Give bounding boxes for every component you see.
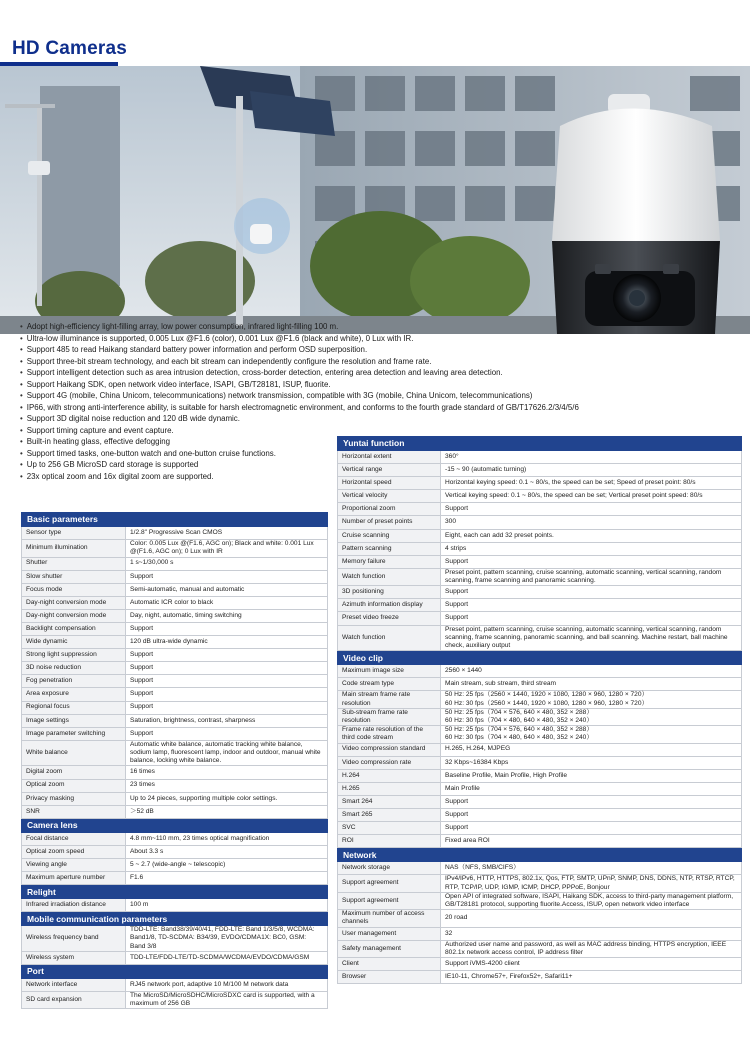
- spec-row: [22, 978, 328, 991]
- section-header-yuntai: [338, 437, 742, 451]
- spec-key: Horizontal extent: [338, 451, 441, 464]
- spec-value: Support: [441, 503, 742, 516]
- spec-value: Support: [441, 555, 742, 568]
- spec-key: Viewing angle: [22, 858, 126, 871]
- spec-row: [22, 649, 328, 662]
- spec-value: 23 times: [126, 779, 328, 792]
- spec-value: Support: [441, 599, 742, 612]
- spec-key: Image parameter switching: [22, 727, 126, 740]
- spec-row: [22, 609, 328, 622]
- spec-row: [22, 845, 328, 858]
- spec-value: Support: [441, 586, 742, 599]
- spec-key: Video compression rate: [338, 756, 441, 769]
- spec-key: Image settings: [22, 714, 126, 727]
- spec-row: [338, 477, 742, 490]
- spec-value: Support: [441, 612, 742, 625]
- spec-value: 32: [441, 927, 742, 940]
- spec-key: White balance: [22, 740, 126, 766]
- spec-key: Cruise scanning: [338, 529, 441, 542]
- spec-key: Frame rate resolution of the third code stream: [338, 726, 441, 743]
- spec-value: Support: [126, 675, 328, 688]
- spec-key: Support agreement: [338, 875, 441, 892]
- spec-value: Support: [441, 809, 742, 822]
- spec-key: Smart 265: [338, 809, 441, 822]
- spec-value: F1.6: [126, 872, 328, 885]
- section-header-port: [22, 964, 328, 978]
- spec-key: Sensor type: [22, 527, 126, 540]
- spec-value: Authorized user name and password, as well as MAC address binding, HTTPS encryption, IEEE 802.1x network access control, IP address filter: [441, 940, 742, 957]
- spec-value: RJ45 network port, adaptive 10 M/100 M network data: [126, 978, 328, 991]
- spec-row: [338, 503, 742, 516]
- spec-value: IPv4/IPv6, HTTP, HTTPS, 802.1x, Qos, FTP, SMTP, UPnP, SNMP, DNS, DDNS, NTP, RTSP, RTCP, RTP, TCP/IP, UDP, IGMP, ICMP, DHCP, PPPoE, Bonjour: [441, 875, 742, 892]
- feature-item: • Up to 256 GB MicroSD card storage is supported: [20, 459, 740, 471]
- spec-row: [338, 586, 742, 599]
- feature-item: • 23x optical zoom and 16x digital zoom are supported.: [20, 471, 740, 483]
- feature-item: • Support timed tasks, one-button watch and one-button cruise functions.: [20, 448, 740, 460]
- spec-key: 3D noise reduction: [22, 662, 126, 675]
- spec-value: Support: [126, 622, 328, 635]
- spec-value: TDD-LTE/FDD-LTE/TD-SCDMA/WCDMA/EVDO/CDMA/GSM: [126, 951, 328, 964]
- spec-row: [338, 555, 742, 568]
- spec-row: [22, 992, 328, 1009]
- spec-key: Focal distance: [22, 832, 126, 845]
- spec-key: Safety management: [338, 940, 441, 957]
- section-title: Yuntai function: [338, 437, 742, 451]
- spec-key: Maximum number of access channels: [338, 910, 441, 927]
- spec-value: Fixed area ROI: [441, 835, 742, 848]
- spec-key: SVC: [338, 822, 441, 835]
- spec-row: [22, 701, 328, 714]
- spec-row: [338, 451, 742, 464]
- spec-key: Regional focus: [22, 701, 126, 714]
- spec-row: [22, 662, 328, 675]
- hero-image: [0, 66, 750, 334]
- spec-row: [22, 583, 328, 596]
- section-title: Relight: [22, 885, 328, 899]
- spec-row: [22, 727, 328, 740]
- spec-value: Saturation, brightness, contrast, sharpness: [126, 714, 328, 727]
- feature-item: • Ultra-low illuminance is supported, 0.005 Lux @F1.6 (color), 0.001 Lux @F1.6 (black and white), 0 Lux with IR.: [20, 333, 740, 345]
- spec-key: Shutter: [22, 557, 126, 570]
- spec-key: Maximum aperture number: [22, 872, 126, 885]
- spec-row: [22, 636, 328, 649]
- spec-key: Watch function: [338, 625, 441, 651]
- spec-value: IE10-11, Chrome57+, Firefox52+, Safari11+: [441, 971, 742, 984]
- spec-key: Wireless system: [22, 951, 126, 964]
- spec-key: Proportional zoom: [338, 503, 441, 516]
- right-spec-table: [337, 436, 742, 984]
- spec-row: [22, 792, 328, 805]
- spec-key: Digital zoom: [22, 766, 126, 779]
- spec-key: Infrared irradiation distance: [22, 899, 126, 912]
- spec-key: Optical zoom: [22, 779, 126, 792]
- spec-key: Network interface: [22, 978, 126, 991]
- spec-row: [338, 835, 742, 848]
- spec-value: Preset point, pattern scanning, cruise scanning, automatic scanning, vertical scanning, random scanning, frame scanning and panoramic scanning.: [441, 568, 742, 585]
- spec-row: [338, 542, 742, 555]
- spec-key: Focus mode: [22, 583, 126, 596]
- feature-item: • Support 3D digital noise reduction and 120 dB wide dynamic.: [20, 413, 740, 425]
- spec-row: [338, 678, 742, 691]
- spec-row: [338, 875, 742, 892]
- spec-row: [22, 540, 328, 557]
- spec-value: 4 strips: [441, 542, 742, 555]
- spec-value: Main stream, sub stream, third stream: [441, 678, 742, 691]
- spec-row: [338, 769, 742, 782]
- spec-key: Watch function: [338, 568, 441, 585]
- spec-row: [22, 714, 328, 727]
- spec-row: [338, 782, 742, 795]
- spec-key: ROI: [338, 835, 441, 848]
- spec-row: [338, 599, 742, 612]
- spec-value: Support: [126, 649, 328, 662]
- spec-row: [338, 822, 742, 835]
- spec-row: [338, 529, 742, 542]
- spec-value: TDD-LTE: Band38/39/40/41, FDD-LTE: Band 1/3/5/8, WCDMA: Band1/8, TD-SCDMA: B34/39, EVDO/CDMA1X: BC0, GSM: Band 3/8: [126, 926, 328, 952]
- spec-value: Preset point, pattern scanning, cruise scanning, automatic scanning, vertical scanning, random scanning, frame scanning, panoramic scanning, and ball scanning. Machine restart, ball machine check, auxiliary output: [441, 625, 742, 651]
- spec-value: NAS（NFS, SMB/CIFS）: [441, 862, 742, 875]
- spec-row: [338, 958, 742, 971]
- spec-row: [22, 926, 328, 952]
- spec-value: Main Profile: [441, 782, 742, 795]
- spec-value: 100 m: [126, 899, 328, 912]
- section-header-mobile: [22, 912, 328, 926]
- spec-key: Day-night conversion mode: [22, 609, 126, 622]
- spec-key: Slow shutter: [22, 570, 126, 583]
- spec-row: [338, 910, 742, 927]
- spec-key: Browser: [338, 971, 441, 984]
- section-title: Mobile communication parameters: [22, 912, 328, 926]
- spec-row: [22, 858, 328, 871]
- spec-key: Client: [338, 958, 441, 971]
- spec-value: 32 Kbps~16384 Kbps: [441, 756, 742, 769]
- spec-key: Vertical range: [338, 464, 441, 477]
- spec-key: Wide dynamic: [22, 636, 126, 649]
- spec-value: Color: 0.005 Lux @(F1.6, AGC on); Black and white: 0.001 Lux @(F1.6, AGC on); 0 Lux with IR: [126, 540, 328, 557]
- spec-value: The MicroSD/MicroSDHC/MicroSDXC card is supported, with a maximum of 256 GB: [126, 992, 328, 1009]
- spec-row: [338, 795, 742, 808]
- spec-row: [22, 740, 328, 766]
- spec-key: Area exposure: [22, 688, 126, 701]
- spec-value: Semi-automatic, manual and automatic: [126, 583, 328, 596]
- spec-key: Smart 264: [338, 795, 441, 808]
- spec-row: [22, 779, 328, 792]
- spec-value: 1/2.8" Progressive Scan CMOS: [126, 527, 328, 540]
- spec-row: [22, 766, 328, 779]
- spec-key: Optical zoom speed: [22, 845, 126, 858]
- spec-key: Video compression standard: [338, 743, 441, 756]
- spec-value: ＞52 dB: [126, 805, 328, 818]
- spec-key: SD card expansion: [22, 992, 126, 1009]
- spec-value: Up to 24 pieces, supporting multiple color settings.: [126, 792, 328, 805]
- spec-key: Horizontal speed: [338, 477, 441, 490]
- spec-key: Strong light suppression: [22, 649, 126, 662]
- spec-key: Preset video freeze: [338, 612, 441, 625]
- spec-value: 50 Hz: 25 fps（704 × 576, 640 × 480, 352 × 288） 60 Hz: 30 fps（704 × 480, 640 × 480, 352 × 240）: [441, 708, 742, 725]
- spec-row: [22, 805, 328, 818]
- spec-row: [338, 927, 742, 940]
- left-spec-table: [21, 512, 328, 1009]
- spec-row: [22, 570, 328, 583]
- section-header-basic: [22, 513, 328, 527]
- spec-row: [338, 971, 742, 984]
- spec-key: Day-night conversion mode: [22, 596, 126, 609]
- spec-value: Support: [126, 662, 328, 675]
- spec-row: [338, 809, 742, 822]
- spec-key: Network storage: [338, 862, 441, 875]
- spec-value: Support: [126, 688, 328, 701]
- spec-key: Minimum illumination: [22, 540, 126, 557]
- spec-value: 120 dB ultra-wide dynamic: [126, 636, 328, 649]
- spec-key: H.264: [338, 769, 441, 782]
- spec-key: Vertical velocity: [338, 490, 441, 503]
- spec-row: [22, 951, 328, 964]
- spec-row: [22, 832, 328, 845]
- spec-row: [22, 557, 328, 570]
- spec-key: Number of preset points: [338, 516, 441, 529]
- section-header-network: [338, 848, 742, 862]
- spec-value: 20 road: [441, 910, 742, 927]
- section-title: Video clip: [338, 651, 742, 665]
- spec-value: Baseline Profile, Main Profile, High Profile: [441, 769, 742, 782]
- spec-row: [22, 688, 328, 701]
- spec-value: Automatic white balance, automatic tracking white balance, sodium lamp, fluorescent lamp, indoor and outdoor, manual white balance, locking white balance.: [126, 740, 328, 766]
- feature-item: • Support Haikang SDK, open network video interface, ISAPI, GB/T28181, ISUP, fluorite.: [20, 379, 740, 391]
- spec-key: Wireless frequency band: [22, 926, 126, 952]
- spec-value: 4.8 mm~110 mm, 23 times optical magnification: [126, 832, 328, 845]
- spec-value: Support: [441, 795, 742, 808]
- spec-row: [338, 691, 742, 708]
- spec-value: Support iVMS-4200 client: [441, 958, 742, 971]
- spec-key: Support agreement: [338, 892, 441, 909]
- spec-value: Open API of integrated software, ISAPI, Haikang SDK, access to third-party management platform, GB/T28181 protocol, supporting fluorite.Access, ISUP, open network video interface: [441, 892, 742, 909]
- spec-row: [22, 872, 328, 885]
- spec-row: [22, 622, 328, 635]
- spec-key: Main stream frame rate resolution: [338, 691, 441, 708]
- feature-item: • Built-in heating glass, effective defogging: [20, 436, 740, 448]
- feature-item: • Adopt high-efficiency light-filling array, low power consumption, infrared light-filling 100 m.: [20, 321, 740, 333]
- spec-row: [338, 726, 742, 743]
- spec-value: Vertical keying speed: 0.1 ~ 80/s, the speed can be set; Vertical preset point speed: 80/s: [441, 490, 742, 503]
- spec-value: 2560 × 1440: [441, 665, 742, 678]
- spec-value: Eight, each can add 32 preset points.: [441, 529, 742, 542]
- spec-row: [22, 596, 328, 609]
- spec-value: Horizontal keying speed: 0.1 ~ 80/s, the speed can be set; Speed of preset point: 80/s: [441, 477, 742, 490]
- spec-value: About 3.3 s: [126, 845, 328, 858]
- spec-value: 50 Hz: 25 fps（704 × 576, 640 × 480, 352 × 288） 60 Hz: 30 fps（704 × 480, 640 × 480, 352 × 240）: [441, 726, 742, 743]
- spec-key: Pattern scanning: [338, 542, 441, 555]
- spec-key: 3D positioning: [338, 586, 441, 599]
- feature-item: • IP66, with strong anti-interference ability, is suitable for harsh electromagnetic environment, and conforms to the fourth grade standard of GB/T17626.2/3/4/5/6: [20, 402, 740, 414]
- spec-value: 5 ~ 2.7 (wide-angle ~ telescopic): [126, 858, 328, 871]
- spec-row: [338, 862, 742, 875]
- spec-row: [22, 527, 328, 540]
- spec-value: 1 s~1/30,000 s: [126, 557, 328, 570]
- spec-value: 50 Hz: 25 fps（2560 × 1440, 1920 × 1080, 1280 × 960, 1280 × 720） 60 Hz: 30 fps（2560 × 1440, 1920 × 1080, 1280 × 960, 1280 × 720）: [441, 691, 742, 708]
- spec-key: Memory failure: [338, 555, 441, 568]
- spec-row: [338, 708, 742, 725]
- spec-value: 300: [441, 516, 742, 529]
- spec-key: Fog penetration: [22, 675, 126, 688]
- spec-key: User management: [338, 927, 441, 940]
- spec-row: [22, 899, 328, 912]
- spec-key: Code stream type: [338, 678, 441, 691]
- spec-row: [338, 743, 742, 756]
- section-title: Port: [22, 964, 328, 978]
- spec-row: [338, 568, 742, 585]
- section-header-relight: [22, 885, 328, 899]
- feature-item: • Support 4G (mobile, China Unicom, telecommunications) network transmission, compatible with 3G (mobile, China Unicom, telecommunications): [20, 390, 740, 402]
- section-title: Basic parameters: [22, 513, 328, 527]
- left-spec-column: [21, 512, 328, 1009]
- spec-value: Support: [126, 727, 328, 740]
- spec-value: Automatic ICR color to black: [126, 596, 328, 609]
- feature-item: • Support timing capture and event capture.: [20, 425, 740, 437]
- page-title: HD Cameras: [12, 38, 127, 59]
- spec-row: [338, 612, 742, 625]
- spec-row: [338, 490, 742, 503]
- feature-item: • Support intelligent detection such as area intrusion detection, cross-border detection, entering area detection and leaving area detection.: [20, 367, 740, 379]
- page-header: [0, 0, 750, 66]
- spec-row: [338, 665, 742, 678]
- spec-key: Azimuth information display: [338, 599, 441, 612]
- spec-value: Day, night, automatic, timing switching: [126, 609, 328, 622]
- spec-key: Privacy masking: [22, 792, 126, 805]
- spec-key: Maximum image size: [338, 665, 441, 678]
- section-header-lens: [22, 818, 328, 832]
- spec-row: [338, 756, 742, 769]
- feature-item: • Support 485 to read Haikang standard battery power information and perform OSD superposition.: [20, 344, 740, 356]
- spec-value: -15 ~ 90 (automatic turning): [441, 464, 742, 477]
- section-title: Network: [338, 848, 742, 862]
- spec-row: [338, 892, 742, 909]
- section-header-video: [338, 651, 742, 665]
- spec-key: Sub-stream frame rate resolution: [338, 708, 441, 725]
- spec-row: [338, 464, 742, 477]
- hero-illustration: [0, 66, 750, 334]
- spec-value: H.265, H.264, MJPEG: [441, 743, 742, 756]
- spec-row: [338, 940, 742, 957]
- spec-value: Support: [126, 570, 328, 583]
- spec-row: [338, 625, 742, 651]
- feature-item: • Support three-bit stream technology, and each bit stream can independently configure the resolution and frame rate.: [20, 356, 740, 368]
- section-title: Camera lens: [22, 818, 328, 832]
- spec-row: [338, 516, 742, 529]
- spec-row: [22, 675, 328, 688]
- spec-value: Support: [441, 822, 742, 835]
- spec-key: SNR: [22, 805, 126, 818]
- spec-value: 360°: [441, 451, 742, 464]
- spec-key: H.265: [338, 782, 441, 795]
- right-spec-column: [337, 436, 742, 984]
- spec-value: 16 times: [126, 766, 328, 779]
- spec-value: Support: [126, 701, 328, 714]
- spec-key: Backlight compensation: [22, 622, 126, 635]
